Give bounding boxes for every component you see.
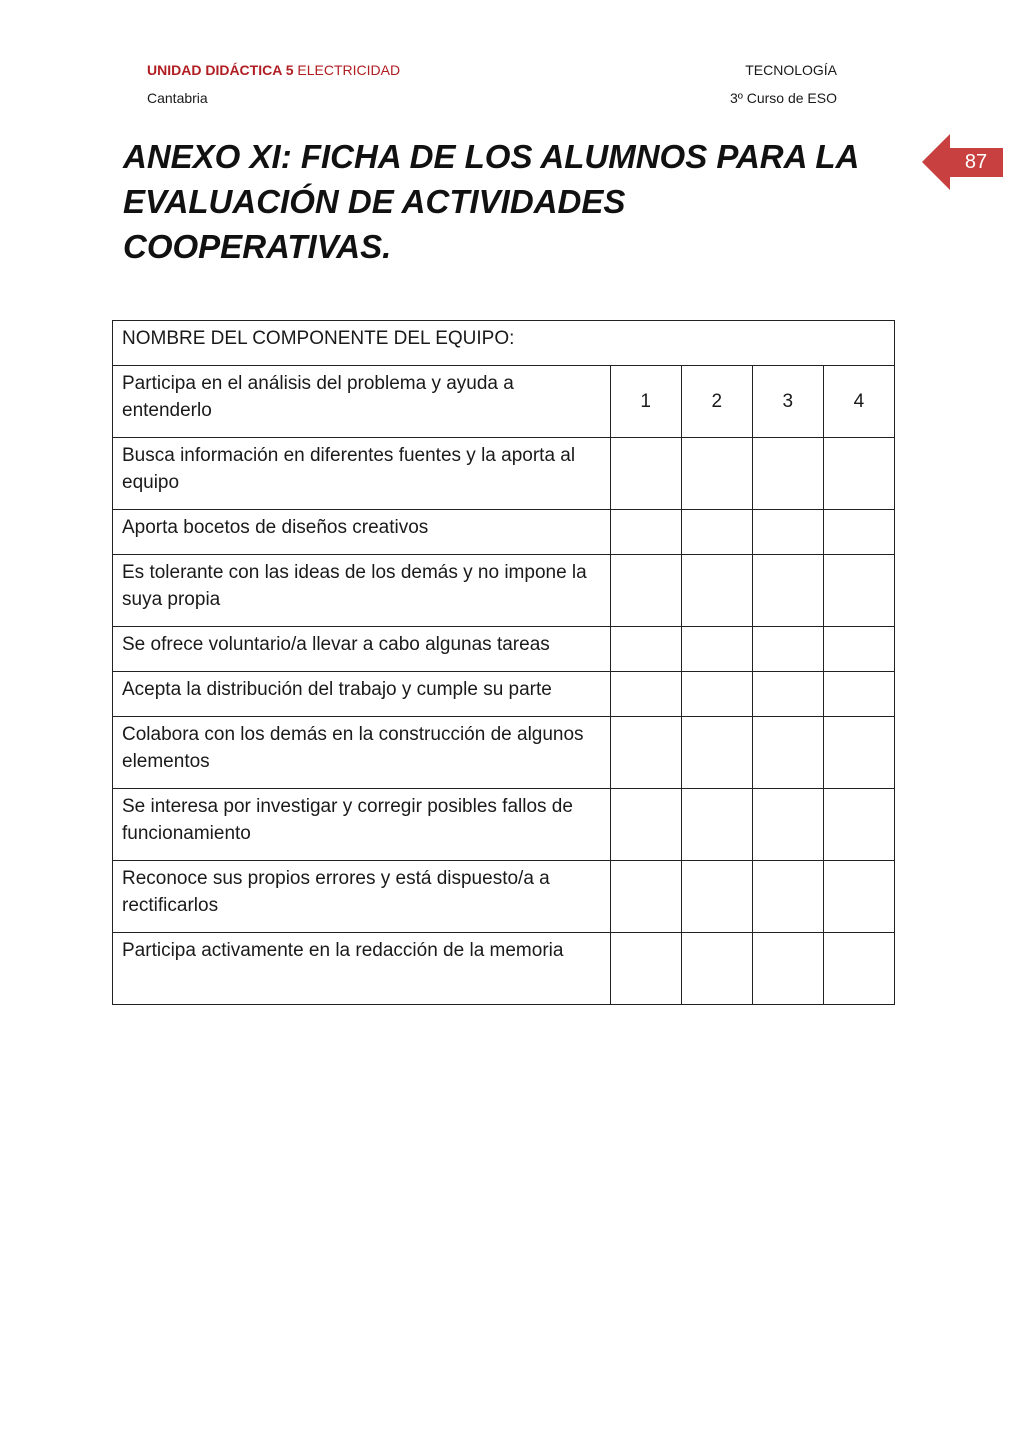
course-label: 3º Curso de ESO [729,90,837,106]
score-cell-4[interactable] [823,717,894,789]
evaluation-table [112,320,895,1005]
criterion-text: Se interesa por investigar y corregir posibles fallos de funcionamiento [113,789,611,861]
criterion-row [113,861,895,933]
criterion-row [113,555,895,627]
title-line-2: EVALUACIÓN DE ACTIVIDADES [123,183,626,220]
criterion-row [113,510,895,555]
score-cell-2[interactable] [681,789,752,861]
header-row-bottom [147,88,837,116]
name-label-cell: NOMBRE DEL COMPONENTE DEL EQUIPO: [113,321,895,366]
score-header-1: 1 [610,366,681,438]
score-cell-3[interactable] [752,555,823,627]
score-cell-1[interactable] [610,789,681,861]
score-cell-2[interactable] [681,555,752,627]
page-header [147,60,837,116]
criterion-row [113,717,895,789]
score-cell-1[interactable] [610,510,681,555]
score-cell-1[interactable] [610,933,681,1005]
score-header-3: 3 [752,366,823,438]
score-header-4: 4 [823,366,894,438]
score-cell-3[interactable] [752,933,823,1005]
score-cell-3[interactable] [752,627,823,672]
criterion-text: Aporta bocetos de diseños creativos [113,510,611,555]
criterion-row [113,672,895,717]
criterion-text: Acepta la distribución del trabajo y cumple su parte [113,672,611,717]
score-cell-2[interactable] [681,933,752,1005]
score-cell-2[interactable] [681,627,752,672]
score-cell-2[interactable] [681,672,752,717]
criterion-row [113,627,895,672]
score-cell-1[interactable] [610,627,681,672]
score-cell-1[interactable] [610,672,681,717]
score-cell-4[interactable] [823,438,894,510]
criterion-text: Reconoce sus propios errores y está dispuesto/a a rectificarlos [113,861,611,933]
score-cell-2[interactable] [681,438,752,510]
criterion-text: Se ofrece voluntario/a llevar a cabo algunas tareas [113,627,611,672]
criterion-row [113,789,895,861]
score-cell-1[interactable] [610,438,681,510]
score-cell-3[interactable] [752,510,823,555]
unit-topic: ELECTRICIDAD [297,62,401,78]
score-cell-3[interactable] [752,789,823,861]
score-cell-3[interactable] [752,861,823,933]
criterion-text: Busca información en diferentes fuentes y la aporta al equipo [113,438,611,510]
score-header-2: 2 [681,366,752,438]
score-cell-4[interactable] [823,555,894,627]
score-cell-2[interactable] [681,861,752,933]
header-row-top [147,60,837,88]
subject-label: TECNOLOGÍA [745,62,837,78]
score-cell-4[interactable] [823,672,894,717]
unit-label [147,60,400,88]
score-cell-4[interactable] [823,510,894,555]
criterion-row [113,366,895,438]
region-label: Cantabria [147,90,208,106]
criterion-text: Participa en el análisis del problema y ayuda a entenderlo [113,366,611,438]
score-cell-1[interactable] [610,861,681,933]
score-cell-2[interactable] [681,717,752,789]
name-row [113,321,895,366]
evaluation-table-body [113,321,895,1005]
score-cell-1[interactable] [610,555,681,627]
criterion-text: Participa activamente en la redacción de la memoria [113,933,611,1005]
criterion-text: Es tolerante con las ideas de los demás y no impone la suya propia [113,555,611,627]
unit-number: UNIDAD DIDÁCTICA 5 [147,62,294,78]
score-cell-3[interactable] [752,438,823,510]
page-number: 87 [964,151,988,173]
score-cell-1[interactable] [610,717,681,789]
score-cell-4[interactable] [823,861,894,933]
page-title [123,134,913,269]
title-line-3: COOPERATIVAS. [123,228,392,265]
criterion-text: Colabora con los demás en la construcción de algunos elementos [113,717,611,789]
score-cell-4[interactable] [823,789,894,861]
title-line-1: ANEXO XI: FICHA DE LOS ALUMNOS PARA LA [123,138,860,175]
score-cell-4[interactable] [823,933,894,1005]
criterion-row [113,933,895,1005]
page-number-badge [922,134,1003,190]
criterion-row [113,438,895,510]
score-cell-3[interactable] [752,672,823,717]
score-cell-2[interactable] [681,510,752,555]
score-cell-3[interactable] [752,717,823,789]
score-cell-4[interactable] [823,627,894,672]
